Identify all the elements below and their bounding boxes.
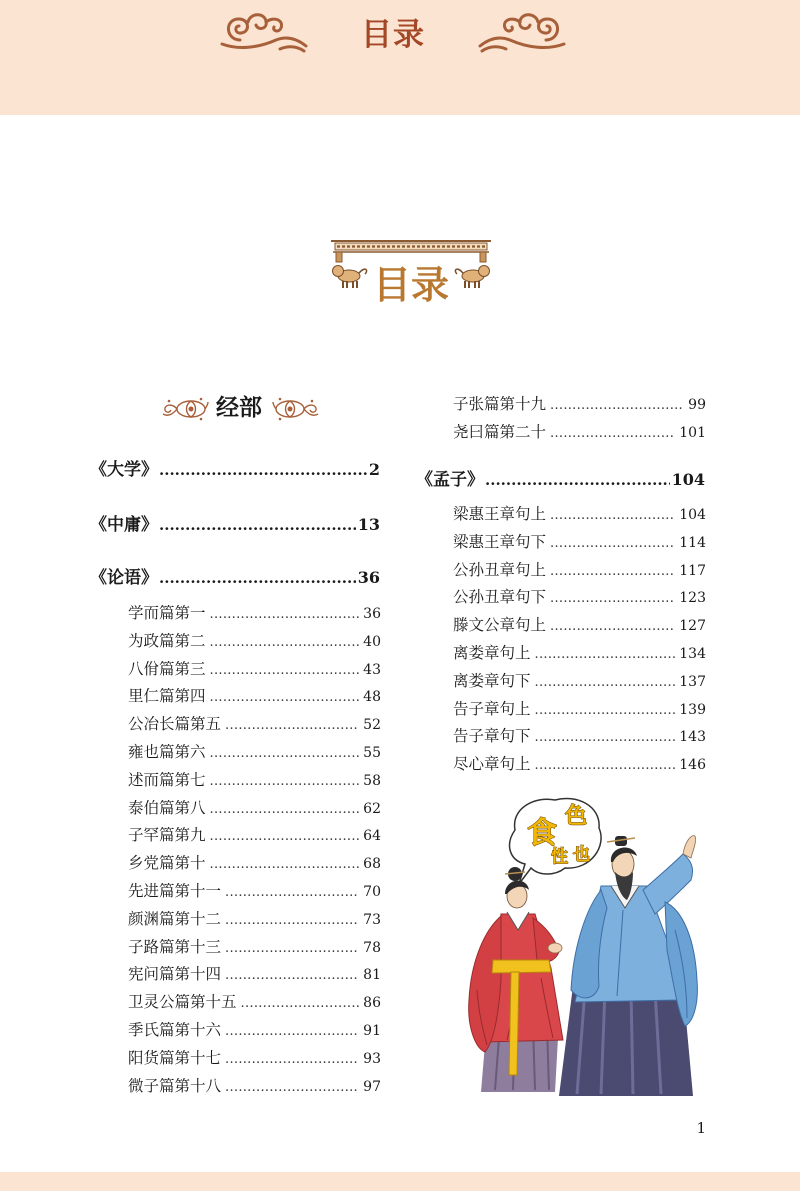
dot-leader <box>225 907 359 935</box>
entry-title: 宪问篇第十四 <box>128 965 222 984</box>
toc-entry[interactable] <box>128 989 381 1017</box>
toc-entry[interactable] <box>453 640 706 668</box>
toc-entry[interactable] <box>128 1073 381 1101</box>
toc-entry[interactable] <box>128 711 381 739</box>
entry-page: 143 <box>679 729 706 746</box>
header-title: 目录 <box>361 17 425 53</box>
page-number: 1 <box>696 1119 706 1137</box>
toc-book-lunyu[interactable] <box>90 564 380 592</box>
entry-page: 139 <box>679 701 706 718</box>
entry-page: 93 <box>363 1050 381 1067</box>
toc-entry[interactable] <box>128 795 381 823</box>
entry-title: 离娄章句下 <box>453 671 531 690</box>
entry-title: 告子章句上 <box>453 699 531 718</box>
toc-entry[interactable] <box>128 683 381 711</box>
speech-char: 色 <box>565 804 588 829</box>
entry-title: 微子篇第十八 <box>128 1076 222 1095</box>
figure-red-robe <box>469 867 563 1092</box>
entry-title: 滕文公章句上 <box>453 616 547 635</box>
entry-title: 尽心章句上 <box>453 755 531 774</box>
dot-leader <box>225 1018 359 1046</box>
dot-leader <box>225 1046 359 1074</box>
entry-title: 子张篇第十九 <box>453 395 547 413</box>
dot-leader <box>550 585 675 613</box>
dot-leader <box>210 684 360 712</box>
speech-char: 也 <box>573 845 590 865</box>
dot-leader <box>535 752 676 780</box>
toc-entry[interactable] <box>453 723 706 751</box>
entry-page: 52 <box>363 717 381 734</box>
dot-leader <box>485 466 670 494</box>
entry-page: 97 <box>363 1078 381 1095</box>
entry-page: 73 <box>363 911 381 928</box>
entry-page: 104 <box>671 470 705 489</box>
entry-title: 乡党篇第十 <box>128 854 206 873</box>
toc-entry[interactable] <box>453 584 706 612</box>
toc-entry[interactable] <box>453 391 706 419</box>
dot-leader <box>535 669 676 697</box>
dot-leader <box>241 990 360 1018</box>
entry-title: 告子章句下 <box>453 727 531 746</box>
dot-leader <box>225 962 359 990</box>
dot-leader <box>225 935 359 963</box>
entry-page: 104 <box>679 507 706 523</box>
entry-page: 123 <box>679 590 706 607</box>
entry-page: 91 <box>363 1022 381 1039</box>
entry-page: 62 <box>363 800 381 817</box>
entry-page: 78 <box>363 939 381 956</box>
dot-leader <box>159 564 356 592</box>
toc-entry[interactable] <box>453 501 706 529</box>
entry-page: 137 <box>679 673 706 690</box>
entry-page: 55 <box>363 744 381 761</box>
dot-leader <box>210 629 360 657</box>
toc-book-mengzi[interactable] <box>416 466 705 494</box>
toc-entry[interactable] <box>128 628 381 656</box>
speech-char: 性 <box>551 847 568 867</box>
entry-title: 《中庸》 <box>90 515 158 535</box>
toc-book-daxue[interactable] <box>90 456 380 484</box>
toc-entry[interactable] <box>128 961 381 989</box>
lunyu-chapter-list <box>128 600 381 1100</box>
entry-page: 117 <box>679 562 706 579</box>
toc-entry[interactable] <box>128 1045 381 1073</box>
entry-page: 70 <box>363 883 381 900</box>
toc-entry[interactable] <box>128 767 381 795</box>
toc-entry[interactable] <box>453 668 706 696</box>
toc-entry[interactable] <box>128 906 381 934</box>
toc-entry[interactable] <box>453 557 706 585</box>
entry-page: 86 <box>363 995 381 1012</box>
dot-leader <box>535 724 676 752</box>
dot-leader <box>210 601 360 629</box>
dot-leader <box>225 712 359 740</box>
entry-page: 68 <box>363 856 381 873</box>
entry-title: 为政篇第二 <box>128 631 206 650</box>
entry-page: 43 <box>363 661 381 678</box>
section-title: 经部 <box>216 395 262 421</box>
entry-title: 公孙丑章句下 <box>453 588 547 607</box>
entry-title: 雍也篇第六 <box>128 742 206 761</box>
entry-page: 48 <box>363 689 381 706</box>
entry-page: 146 <box>679 757 706 774</box>
entry-page: 101 <box>679 424 706 441</box>
entry-page: 2 <box>368 460 380 479</box>
entry-page: 134 <box>679 645 706 662</box>
entry-title: 泰伯篇第八 <box>128 798 206 817</box>
speech-bubble <box>510 798 602 884</box>
dot-leader <box>210 740 360 768</box>
cloud-ornament-right-icon <box>476 10 568 54</box>
toc-entry[interactable] <box>453 529 706 557</box>
cloud-ornament-left-icon <box>218 10 310 54</box>
toc-entry[interactable] <box>453 696 706 724</box>
dot-leader <box>210 851 360 879</box>
entry-page: 127 <box>679 618 706 635</box>
dot-leader <box>550 558 675 586</box>
entry-title: 季氏篇第十六 <box>128 1020 222 1039</box>
toc-entry[interactable] <box>453 751 706 779</box>
entry-title: 卫灵公篇第十五 <box>128 993 237 1012</box>
speech-char: 食 <box>527 816 557 851</box>
dot-leader <box>210 823 360 851</box>
toc-entry[interactable] <box>128 850 381 878</box>
toc-entry[interactable] <box>453 419 706 447</box>
toc-entry[interactable] <box>128 739 381 767</box>
toc-entry[interactable] <box>128 1017 381 1045</box>
dot-leader <box>159 511 356 539</box>
toc-entry[interactable] <box>128 600 381 628</box>
toc-entry[interactable] <box>453 612 706 640</box>
entry-title: 梁惠王章句下 <box>453 532 547 551</box>
entry-page: 64 <box>363 828 381 845</box>
mengzi-chapter-list <box>453 501 706 779</box>
dot-leader <box>550 392 684 420</box>
entry-title: 子路篇第十三 <box>128 937 222 956</box>
entry-page: 114 <box>679 534 706 551</box>
entry-title: 阳货篇第十七 <box>128 1048 222 1067</box>
entry-page: 58 <box>363 772 381 789</box>
toc-entry[interactable] <box>128 656 381 684</box>
entry-title: 述而篇第七 <box>128 770 206 789</box>
entry-title: 里仁篇第四 <box>128 687 206 706</box>
dot-leader <box>225 1074 359 1102</box>
floral-ornament-right-icon <box>272 396 320 422</box>
dot-leader <box>550 502 675 530</box>
entry-title: 八佾篇第三 <box>128 659 206 678</box>
entry-title: 先进篇第十一 <box>128 881 222 900</box>
entry-page: 99 <box>688 397 706 413</box>
dot-leader <box>535 641 676 669</box>
entry-title: 子罕篇第九 <box>128 826 206 845</box>
entry-title: 颜渊篇第十二 <box>128 909 222 928</box>
entry-title: 公冶长篇第五 <box>128 715 222 734</box>
entry-title: 《大学》 <box>90 460 158 480</box>
toc-entry[interactable] <box>128 878 381 906</box>
entry-title: 尧曰篇第二十 <box>453 422 547 441</box>
entry-page: 36 <box>363 606 381 622</box>
dot-leader <box>535 697 676 725</box>
dot-leader <box>159 456 367 484</box>
dot-leader <box>210 796 360 824</box>
entry-title: 离娄章句上 <box>453 643 531 662</box>
dot-leader <box>210 768 360 796</box>
dot-leader <box>550 420 675 448</box>
dot-leader <box>550 613 675 641</box>
dot-leader <box>550 530 675 558</box>
entry-page: 13 <box>357 515 380 534</box>
entry-title: 《孟子》 <box>416 470 484 490</box>
footer-band <box>0 1172 800 1191</box>
entry-title: 梁惠王章句上 <box>453 505 547 523</box>
illustration-two-scholars <box>455 790 707 1100</box>
toc-title: 目录 <box>372 262 449 307</box>
dot-leader <box>225 879 359 907</box>
toc-entry[interactable] <box>128 822 381 850</box>
dot-leader <box>210 657 360 685</box>
figure-blue-robe <box>559 836 697 1096</box>
toc-book-zhongyong[interactable] <box>90 511 380 539</box>
entry-title: 学而篇第一 <box>128 604 206 622</box>
lunyu-chapter-list-continued <box>453 391 706 447</box>
entry-title: 公孙丑章句上 <box>453 560 547 579</box>
toc-entry[interactable] <box>128 934 381 962</box>
entry-page: 81 <box>363 967 381 984</box>
entry-title: 《论语》 <box>90 568 158 588</box>
entry-page: 36 <box>357 568 380 587</box>
entry-page: 40 <box>363 633 381 650</box>
